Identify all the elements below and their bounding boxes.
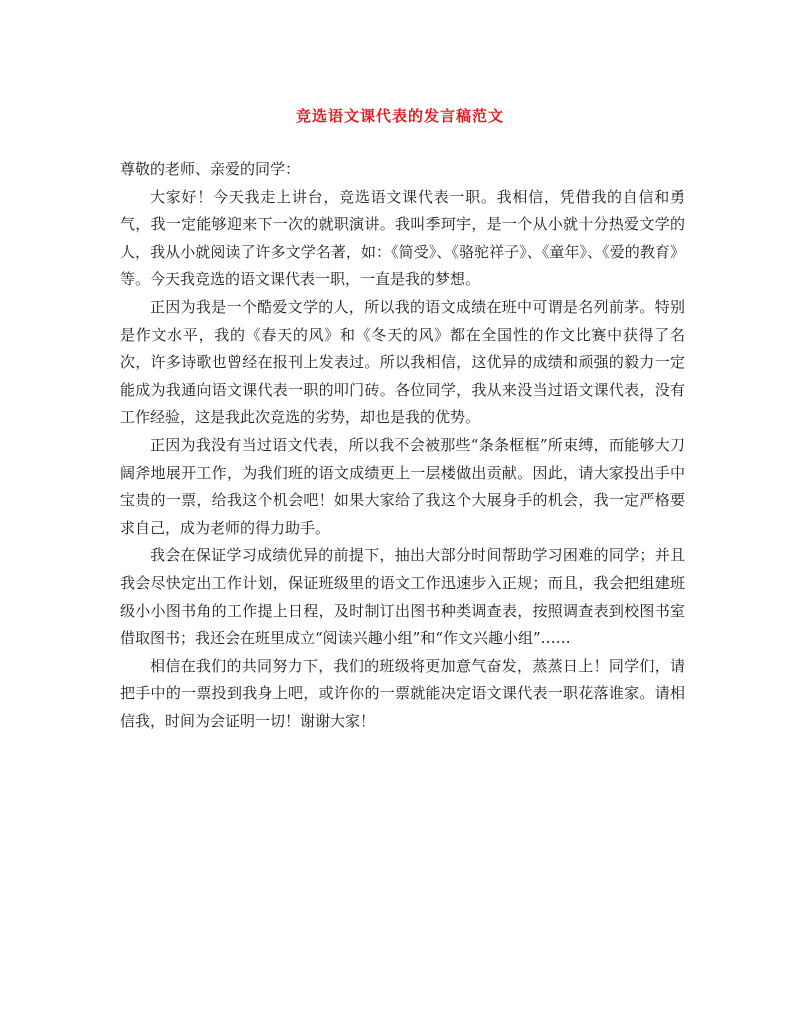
document-title: 竞选语文课代表的发言稿范文 — [295, 107, 504, 125]
document-body — [120, 156, 685, 735]
paragraph-3: 正因为我没有当过语文代表，所以我不会被那些“条条框框”所束缚，而能够大刀阔斧地展开工作，为我们班的语文成绩更上一层楼做出贡献。因此，请大家投出手中宝贵的一票，给我这个机会吧！如果大家给了我这个大展身手的机会，我一定严格要求自己，成为老师的得力助手。 — [120, 435, 685, 537]
salutation: 尊敬的老师、亲爱的同学： — [120, 160, 301, 178]
paragraph-5: 相信在我们的共同努力下，我们的班级将更加意气奋发，蒸蒸日上！同学们，请把手中的一票投到我身上吧，或许你的一票就能决定语文课代表一职花落谁家。请相信我，时间为会证明一切！谢谢大家！ — [120, 656, 685, 730]
paragraph-2: 正因为我是一个酷爱文学的人，所以我的语文成绩在班中可谓是名列前茅。特别是作文水平，我的《春天的风》和《冬天的风》都在全国性的作文比赛中获得了名次，许多诗歌也曾经在报刊上发表过。所以我相信，这优异的成绩和顽强的毅力一定能成为我通向语文课代表一职的叩门砖。各位同学，我从来没当过语文课代表，没有工作经验，这是我此次竞选的劣势，却也是我的优势。 — [120, 297, 685, 427]
paragraph-1: 大家好！今天我走上讲台，竞选语文课代表一职。我相信，凭借我的自信和勇气，我一定能够迎来下一次的就职演讲。我叫季珂宇，是一个从小就十分热爱文学的人，我从小就阅读了许多文学名著，如：《简受》、《骆驼祥子》、《童年》、《爱的教育》等。今天我竞选的语文课代表一职，一直是我的梦想。 — [120, 187, 685, 289]
paragraph-4: 我会在保证学习成绩优异的前提下，抽出大部分时间帮助学习困难的同学；并且我会尽快定出工作计划，保证班级里的语文工作迅速步入正规；而且，我会把组建班级小小图书角的工作提上日程，及时制订出图书种类调查表，按照调查表到校图书室借取图书；我还会在班里成立“阅读兴趣小组”和“作文兴趣小组”…… — [120, 546, 685, 648]
